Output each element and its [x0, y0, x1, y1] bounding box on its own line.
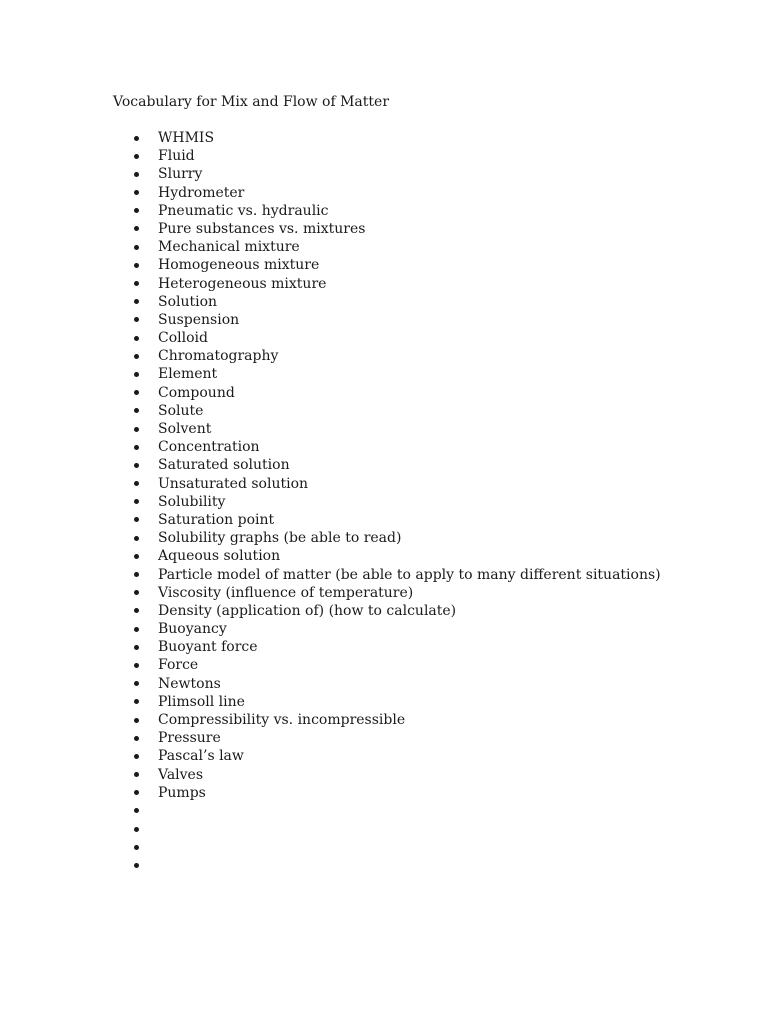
list-item-label: Hydrometer [158, 184, 245, 201]
bullet-icon [134, 408, 139, 413]
bullet-icon [134, 427, 139, 432]
list-item [130, 275, 661, 293]
list-item [130, 420, 661, 438]
bullet-icon [134, 645, 139, 650]
list-item-label: Compound [158, 384, 235, 401]
list-item [130, 438, 661, 456]
list-item [130, 347, 661, 365]
list-item [130, 602, 661, 620]
bullet-icon [134, 172, 139, 177]
bullet-icon [134, 772, 139, 777]
list-item-label: Buoyancy [158, 621, 227, 638]
bullet-icon [134, 281, 139, 286]
bullet-icon [134, 718, 139, 723]
bullet-icon [134, 863, 139, 868]
list-item [130, 820, 661, 838]
list-item [130, 620, 661, 638]
list-item [130, 184, 661, 202]
list-item-label: Solvent [158, 421, 212, 437]
list-item [130, 511, 661, 529]
vocabulary-list [130, 129, 661, 875]
bullet-icon [134, 136, 139, 141]
list-item [130, 656, 661, 674]
bullet-icon [134, 536, 139, 541]
bullet-icon [134, 336, 139, 341]
bullet-icon [134, 263, 139, 268]
list-item [130, 475, 661, 493]
list-item [130, 838, 661, 856]
list-item [130, 766, 661, 784]
bullet-icon [134, 463, 139, 468]
list-item-label: Fluid [158, 148, 195, 165]
list-item [130, 547, 661, 565]
bullet-icon [134, 517, 139, 522]
bullet-icon [134, 845, 139, 850]
list-item [130, 566, 661, 584]
list-item-label: Unsaturated solution [158, 475, 309, 492]
bullet-icon [134, 499, 139, 504]
list-item [130, 638, 661, 656]
bullet-icon [134, 554, 139, 559]
list-item-label: Saturation point [158, 511, 275, 528]
document-title: Vocabulary for Mix and Flow of Matter [113, 94, 390, 110]
list-item [130, 693, 661, 711]
list-item [130, 129, 661, 147]
bullet-icon [134, 608, 139, 613]
bullet-icon [134, 754, 139, 759]
list-item-label: Solution [158, 293, 218, 310]
list-item-label: Compressibility vs. incompressible [158, 712, 406, 728]
list-item-label: Chromatography [158, 348, 279, 365]
list-item-label: Pure substances vs. mixtures [158, 220, 366, 237]
list-item-label: Heterogeneous mixture [158, 275, 327, 292]
list-item [130, 857, 661, 875]
list-item-label: Colloid [158, 330, 208, 347]
bullet-icon [134, 481, 139, 486]
list-item-label: Mechanical mixture [158, 239, 300, 256]
list-item-label: Element [158, 366, 218, 383]
list-item-label: Buoyant force [158, 639, 258, 656]
list-item [130, 147, 661, 165]
list-item-label: Pascal’s law [158, 748, 244, 765]
list-item [130, 584, 661, 602]
bullet-icon [134, 699, 139, 704]
list-item [130, 711, 661, 729]
list-item [130, 165, 661, 183]
list-item [130, 202, 661, 220]
bullet-icon [134, 627, 139, 632]
bullet-icon [134, 354, 139, 359]
list-item [130, 784, 661, 802]
bullet-icon [134, 590, 139, 595]
list-item-label: WHMIS [158, 130, 215, 146]
list-item-label: Slurry [158, 166, 203, 183]
list-item [130, 529, 661, 547]
list-item [130, 747, 661, 765]
bullet-icon [134, 663, 139, 668]
list-item-label: Aqueous solution [158, 548, 281, 565]
list-item-label: Solute [158, 402, 204, 419]
list-item [130, 311, 661, 329]
bullet-icon [134, 372, 139, 377]
list-item [130, 293, 661, 311]
list-item-label: Solubility [158, 493, 226, 510]
bullet-icon [134, 317, 139, 322]
list-item-label: Homogeneous mixture [158, 257, 320, 274]
bullet-icon [134, 808, 139, 813]
bullet-icon [134, 226, 139, 231]
list-item [130, 456, 661, 474]
bullet-icon [134, 390, 139, 395]
bullet-icon [134, 736, 139, 741]
bullet-icon [134, 681, 139, 686]
list-item-label: Pressure [158, 730, 221, 747]
list-item [130, 384, 661, 402]
bullet-icon [134, 572, 139, 577]
bullet-icon [134, 790, 139, 795]
list-item [130, 402, 661, 420]
list-item [130, 238, 661, 256]
bullet-icon [134, 445, 139, 450]
list-item-label: Plimsoll line [158, 693, 245, 710]
list-item-label: Particle model of matter (be able to apply to many different situations) [158, 566, 661, 583]
bullet-icon [134, 245, 139, 250]
list-item-label: Concentration [158, 439, 260, 456]
bullet-icon [134, 208, 139, 213]
list-item-label: Valves [158, 766, 204, 783]
list-item-label: Force [158, 657, 199, 674]
list-item-label: Viscosity (influence of temperature) [158, 584, 414, 601]
bullet-icon [134, 299, 139, 304]
list-item [130, 675, 661, 693]
list-item-label: Newtons [158, 675, 221, 692]
list-item [130, 802, 661, 820]
list-item-label: Pneumatic vs. hydraulic [158, 202, 329, 219]
list-item [130, 256, 661, 274]
list-item-label: Density (application of) (how to calculate) [158, 602, 457, 619]
list-item-label: Suspension [158, 311, 240, 328]
list-item-label: Solubility graphs (be able to read) [158, 530, 402, 547]
bullet-icon [134, 827, 139, 832]
list-item-label: Pumps [158, 784, 206, 801]
list-item-label: Saturated solution [158, 457, 290, 474]
bullet-icon [134, 154, 139, 159]
list-item [130, 493, 661, 511]
list-item [130, 220, 661, 238]
list-item [130, 365, 661, 383]
list-item [130, 329, 661, 347]
bullet-icon [134, 190, 139, 195]
list-item [130, 729, 661, 747]
